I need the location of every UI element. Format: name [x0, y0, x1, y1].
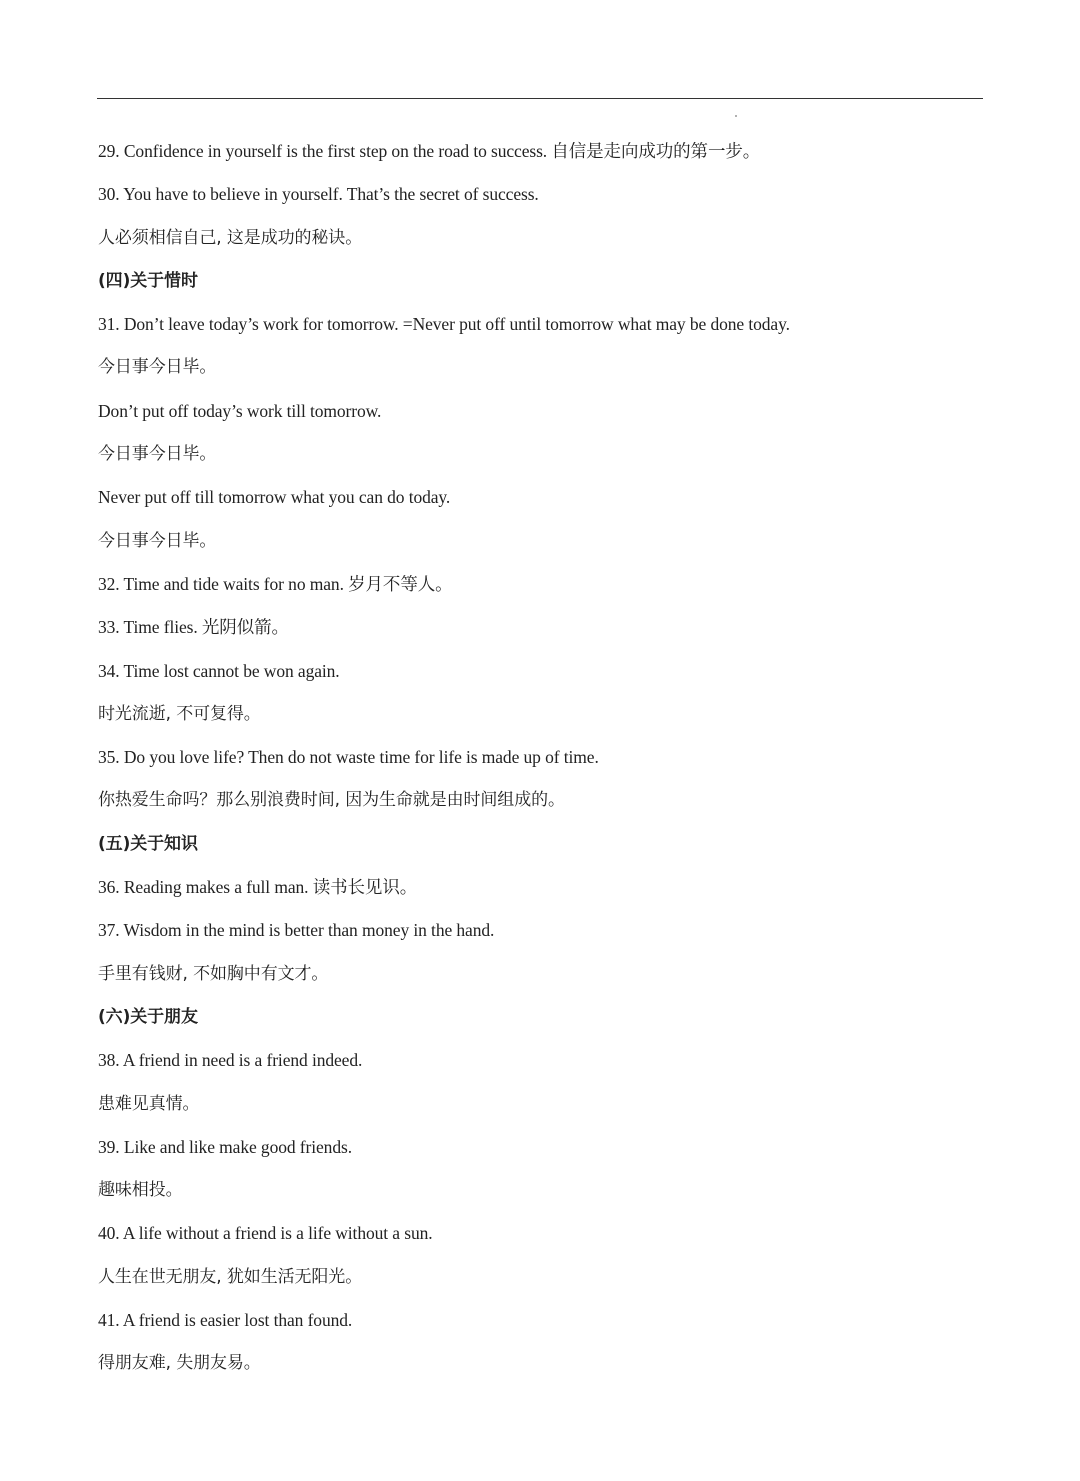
proverb-line: 30. You have to believe in yourself. That’s the secret of success.	[98, 184, 539, 205]
proverb-line: 41. A friend is easier lost than found.	[98, 1310, 353, 1331]
proverb-line: 36. Reading makes a full man. 读书长见识。	[98, 877, 418, 898]
proverb-line: 29. Confidence in yourself is the first step on the road to success. 自信是走向成功的第一步。	[98, 141, 761, 161]
scan-speck	[735, 115, 737, 117]
section-heading: (四)关于惜时	[98, 270, 198, 291]
section-heading: (六)关于朋友	[98, 1006, 198, 1027]
translation-line: 人生在世无朋友, 犹如生活无阳光。	[98, 1266, 363, 1287]
translation-line: 人必须相信自己, 这是成功的秘诀。	[98, 227, 363, 248]
proverb-line: 38. A friend in need is a friend indeed.	[98, 1050, 363, 1071]
proverb-line: 35. Do you love life? Then do not waste time for life is made up of time.	[98, 747, 599, 768]
translation-line: 时光流逝, 不可复得。	[98, 703, 261, 724]
translation-line: 手里有钱财, 不如胸中有文才。	[98, 963, 329, 984]
proverb-line: 40. A life without a friend is a life without a sun.	[98, 1223, 433, 1244]
proverb-line: 32. Time and tide waits for no man. 岁月不等人。	[98, 573, 453, 594]
translation-line: 今日事今日毕。	[98, 444, 217, 465]
translation-line: 今日事今日毕。	[98, 530, 217, 551]
header-rule	[97, 98, 983, 99]
proverb-line: 31. Don’t leave today’s work for tomorrow. =Never put off until tomorrow what may be done today.	[98, 314, 790, 335]
section-heading: (五)关于知识	[98, 833, 198, 854]
document-body	[98, 130, 988, 1386]
proverb-line: Don’t put off today’s work till tomorrow.	[98, 400, 382, 421]
proverb-line: 39. Like and like make good friends.	[98, 1136, 352, 1157]
proverb-line: 33. Time flies. 光阴似箭。	[98, 617, 289, 638]
translation-line: 得朋友难, 失朋友易。	[98, 1353, 261, 1374]
proverb-line: 34. Time lost cannot be won again.	[98, 660, 340, 681]
translation-line: 你热爱生命吗？那么别浪费时间, 因为生命就是由时间组成的。	[98, 790, 565, 811]
translation-line: 今日事今日毕。	[98, 357, 217, 378]
proverb-line: Never put off till tomorrow what you can do today.	[98, 487, 451, 508]
translation-line: 患难见真情。	[98, 1093, 200, 1114]
proverb-line: 37. Wisdom in the mind is better than money in the hand.	[98, 920, 495, 941]
translation-line: 趣味相投。	[98, 1180, 183, 1201]
